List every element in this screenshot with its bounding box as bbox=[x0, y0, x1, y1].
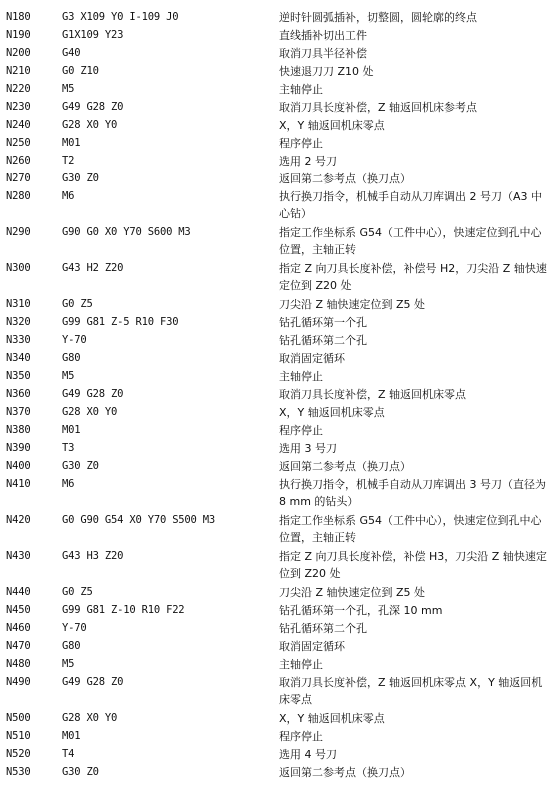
nc-code: G0 Z10 bbox=[62, 65, 99, 77]
code-comment: 指定工作坐标系 G54（工件中心），快速定位到孔中心位置，主轴正转 bbox=[279, 514, 542, 544]
nc-code: T2 bbox=[62, 155, 75, 167]
block-number: N210 bbox=[6, 65, 31, 77]
block-number: N300 bbox=[6, 262, 31, 274]
block-number: N350 bbox=[6, 370, 31, 382]
nc-code: G49 G28 Z0 bbox=[62, 388, 124, 400]
code-comment: 逆时针圆弧插补，切整圆，圆轮廓的终点 bbox=[279, 11, 477, 24]
code-comment: 主轴停止 bbox=[279, 658, 323, 671]
code-comment: X，Y 轴返回机床零点 bbox=[279, 712, 385, 725]
nc-code: M6 bbox=[62, 478, 75, 490]
block-number: N500 bbox=[6, 712, 31, 724]
block-number: N340 bbox=[6, 352, 31, 364]
block-number: N510 bbox=[6, 730, 31, 742]
nc-code: Y-70 bbox=[62, 334, 87, 346]
block-number: N410 bbox=[6, 478, 31, 490]
nc-code: G43 H2 Z20 bbox=[62, 262, 124, 274]
nc-code: G80 bbox=[62, 640, 81, 652]
block-number: N190 bbox=[6, 29, 31, 41]
block-number: N370 bbox=[6, 406, 31, 418]
code-comment: 钻孔循环第二个孔 bbox=[279, 622, 367, 635]
block-number: N240 bbox=[6, 119, 31, 131]
block-number: N480 bbox=[6, 658, 31, 670]
code-comment: 指定工作坐标系 G54（工件中心），快速定位到孔中心位置，主轴正转 bbox=[279, 226, 542, 256]
nc-code: T3 bbox=[62, 442, 75, 454]
nc-code: G43 H3 Z20 bbox=[62, 550, 124, 562]
nc-code: G90 G0 X0 Y70 S600 M3 bbox=[62, 226, 191, 238]
code-comment: 快速退刀刀 Z10 处 bbox=[279, 65, 374, 78]
nc-code: G28 X0 Y0 bbox=[62, 119, 118, 131]
block-number: N360 bbox=[6, 388, 31, 400]
code-comment: 程序停止 bbox=[279, 137, 323, 150]
nc-code: G30 Z0 bbox=[62, 172, 99, 184]
block-number: N250 bbox=[6, 137, 31, 149]
nc-code: G49 G28 Z0 bbox=[62, 676, 124, 688]
nc-code: G0 G90 G54 X0 Y70 S500 M3 bbox=[62, 514, 216, 526]
block-number: N180 bbox=[6, 11, 31, 23]
code-comment: 钻孔循环第一个孔，孔深 10 mm bbox=[279, 604, 443, 617]
block-number: N390 bbox=[6, 442, 31, 454]
code-comment: 取消刀具半径补偿 bbox=[279, 47, 367, 60]
block-number: N310 bbox=[6, 298, 31, 310]
code-comment: 取消刀具长度补偿，Z 轴返回机床参考点 bbox=[279, 101, 478, 114]
code-comment: 指定 Z 向刀具长度补偿，补偿 H3，刀尖沿 Z 轴快速定位到 Z20 处 bbox=[279, 550, 547, 580]
code-comment: 返回第二参考点（换刀点） bbox=[279, 172, 411, 185]
code-comment: 取消刀具长度补偿，Z 轴返回机床零点 bbox=[279, 388, 467, 401]
code-comment: 直线插补切出工件 bbox=[279, 29, 367, 42]
block-number: N290 bbox=[6, 226, 31, 238]
block-number: N320 bbox=[6, 316, 31, 328]
block-number: N280 bbox=[6, 190, 31, 202]
nc-code: M6 bbox=[62, 190, 75, 202]
code-comment: 程序停止 bbox=[279, 730, 323, 743]
nc-code: T4 bbox=[62, 748, 75, 760]
code-comment: 执行换刀指令，机械手自动从刀库调出 2 号刀（A3 中心钻） bbox=[279, 190, 543, 220]
nc-code: M01 bbox=[62, 137, 81, 149]
code-comment: X，Y 轴返回机床零点 bbox=[279, 119, 385, 132]
block-number: N380 bbox=[6, 424, 31, 436]
nc-code: G30 Z0 bbox=[62, 460, 99, 472]
block-number: N440 bbox=[6, 586, 31, 598]
nc-code: G99 G81 Z-5 R10 F30 bbox=[62, 316, 179, 328]
code-comment: 主轴停止 bbox=[279, 370, 323, 383]
nc-code: M5 bbox=[62, 370, 75, 382]
code-comment: 选用 3 号刀 bbox=[279, 442, 337, 455]
code-comment: 钻孔循环第二个孔 bbox=[279, 334, 367, 347]
code-comment: 刀尖沿 Z 轴快速定位到 Z5 处 bbox=[279, 298, 426, 311]
block-number: N260 bbox=[6, 155, 31, 167]
nc-code: G1X109 Y23 bbox=[62, 29, 124, 41]
block-number: N400 bbox=[6, 460, 31, 472]
nc-code: Y-70 bbox=[62, 622, 87, 634]
nc-code: G0 Z5 bbox=[62, 586, 93, 598]
block-number: N230 bbox=[6, 101, 31, 113]
block-number: N450 bbox=[6, 604, 31, 616]
block-number: N430 bbox=[6, 550, 31, 562]
code-comment: 指定 Z 向刀具长度补偿，补偿号 H2，刀尖沿 Z 轴快速定位到 Z20 处 bbox=[279, 262, 547, 292]
nc-code: G28 X0 Y0 bbox=[62, 712, 118, 724]
nc-code: G0 Z5 bbox=[62, 298, 93, 310]
block-number: N520 bbox=[6, 748, 31, 760]
code-comment: 取消刀具长度补偿，Z 轴返回机床零点 X，Y 轴返回机床零点 bbox=[279, 676, 543, 706]
block-number: N330 bbox=[6, 334, 31, 346]
nc-code: M5 bbox=[62, 83, 75, 95]
nc-code: M01 bbox=[62, 730, 81, 742]
code-comment: 选用 4 号刀 bbox=[279, 748, 337, 761]
nc-code: G28 X0 Y0 bbox=[62, 406, 118, 418]
nc-code: G40 bbox=[62, 47, 81, 59]
nc-code: G80 bbox=[62, 352, 81, 364]
block-number: N470 bbox=[6, 640, 31, 652]
code-comment: 钻孔循环第一个孔 bbox=[279, 316, 367, 329]
block-number: N270 bbox=[6, 172, 31, 184]
nc-code: G99 G81 Z-10 R10 F22 bbox=[62, 604, 185, 616]
code-comment: 执行换刀指令，机械手自动从刀库调出 3 号刀（直径为 8 mm 的钻头） bbox=[279, 478, 546, 508]
code-comment: 返回第二参考点（换刀点） bbox=[279, 766, 411, 779]
code-comment: 程序停止 bbox=[279, 424, 323, 437]
block-number: N460 bbox=[6, 622, 31, 634]
nc-code: M5 bbox=[62, 658, 75, 670]
code-comment: 刀尖沿 Z 轴快速定位到 Z5 处 bbox=[279, 586, 426, 599]
code-comment: 取消固定循环 bbox=[279, 352, 345, 365]
block-number: N530 bbox=[6, 766, 31, 778]
code-comment: 选用 2 号刀 bbox=[279, 155, 337, 168]
block-number: N420 bbox=[6, 514, 31, 526]
block-number: N490 bbox=[6, 676, 31, 688]
block-number: N200 bbox=[6, 47, 31, 59]
code-comment: 返回第二参考点（换刀点） bbox=[279, 460, 411, 473]
block-number: N220 bbox=[6, 83, 31, 95]
code-comment: 取消固定循环 bbox=[279, 640, 345, 653]
code-comment: 主轴停止 bbox=[279, 83, 323, 96]
nc-code: G3 X109 Y0 I-109 J0 bbox=[62, 11, 179, 23]
nc-code: G30 Z0 bbox=[62, 766, 99, 778]
nc-code: M01 bbox=[62, 424, 81, 436]
code-comment: X，Y 轴返回机床零点 bbox=[279, 406, 385, 419]
nc-code: G49 G28 Z0 bbox=[62, 101, 124, 113]
